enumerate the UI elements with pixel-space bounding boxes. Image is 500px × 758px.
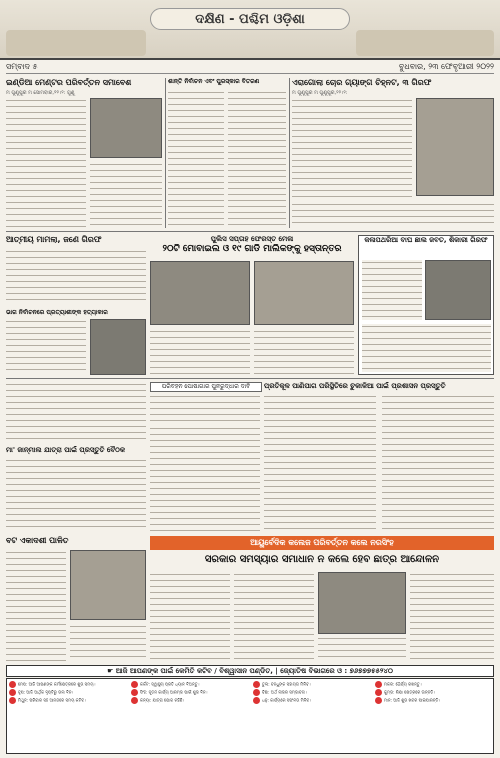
story-headline: ଭାଗ ନିର୍ବାଚନରେ ପ୍ରତ୍ୟାଶୀଙ୍କ ହତ୍ୟାକାର — [6, 309, 108, 316]
horoscope-item: ମେଷ: ଆଜି ଆପଣଙ୍କ କର୍ମକ୍ଷେତ୍ରରେ ଶୁଭ ସମୟ। — [9, 681, 129, 688]
story-headline: ଏରାଗୋଲା ଚୋର ଗ୍ୟାଙ୍ଗ ଚିହ୍ନଟ, ୩ ଗିରଫ — [292, 78, 432, 87]
story-body — [254, 329, 354, 375]
story-photo — [416, 98, 494, 196]
horoscope-item: ମିଥୁନ: ପରିବାର ସହ ଆନନ୍ଦରେ ସମୟ କଟିବ। — [9, 697, 129, 704]
story-thief-gang — [292, 78, 494, 228]
story-photo — [318, 572, 406, 634]
story-body — [410, 572, 494, 662]
story-headline: ଆତ୍ମୀୟ ମାମଲା, ଜଣେ ଗିରଫ — [6, 235, 102, 244]
zodiac-icon — [253, 681, 260, 688]
story-body — [6, 98, 86, 228]
story-headline: ମା' ଜାନ୍ମାଲ ଯାତ୍ରା ପାଇଁ ପ୍ରସ୍ତୁତି ବୈଠକ — [6, 446, 126, 454]
zodiac-icon — [9, 697, 16, 704]
story-weather-prep — [264, 382, 494, 532]
story-body — [6, 458, 146, 532]
story-tiger-skin — [358, 235, 494, 375]
zodiac-icon — [253, 697, 260, 704]
horoscope-item: ମକର: ଧୈର୍ଯ୍ୟ ରଖନ୍ତୁ। — [375, 681, 491, 688]
story-body — [6, 319, 86, 375]
story-photo — [150, 261, 250, 325]
zodiac-icon — [131, 681, 138, 688]
story-kicker: ପୁଲିସ ସପ୍ତାହ ଫେରସ୍ତ ମେଳା — [210, 235, 294, 243]
story-body — [70, 624, 146, 662]
section-rule — [6, 378, 494, 379]
masthead-photo-right — [356, 30, 494, 56]
story-headline: ପରିବହନ ପୋଷାଗାର ପୁନରୁଦ୍ଧାର ଦାବି — [150, 382, 262, 392]
horoscope-item: ଧନୁ: କାର୍ଯ୍ୟରେ ସଫଳତା ମିଳିବ। — [253, 697, 373, 704]
story-headline: ପ୍ରତିକୂଳ ପାଣିପାଗ ପରିସ୍ଥିତିରେ ଚୁକାଳିଆ ପାଇଁ ପ୍ରଶାସନ ପ୍ରସ୍ତୁତି — [264, 382, 446, 390]
story-body — [318, 636, 406, 662]
masthead — [0, 0, 500, 60]
story-headline: ଶାନ୍ତି ନିର୍ବାଚନ ଏବଂ ପୁରସ୍କାର ବିତରଣ — [168, 78, 260, 85]
zodiac-icon — [375, 697, 382, 704]
zodiac-icon — [375, 681, 382, 688]
story-transport-demand — [150, 382, 260, 422]
horoscope-item: କର୍କଟ: ସ୍ୱାସ୍ଥ୍ୟ ପ୍ରତି ଧ୍ୟାନ ଦିଅନ୍ତୁ। — [131, 681, 251, 688]
horoscope-item: ବୃଷ: ଆଜି ଆର୍ଥିକ ଦୃଷ୍ଟିରୁ ଭଲ ଦିନ। — [9, 689, 129, 696]
story-dateline: ମ ଗୁଣୁପୁର ମ ସୋମବାର,୨୨।୨: ଗୁଣୁ — [6, 90, 75, 96]
astrology-ad-bar: ☛ ଆଜି ଆପଣଙ୍କ ପାଇଁ କେମିତି କଟିବ / ବିଶ୍ୱାସାନ ପଣ୍ଡିତ, | ଜ୍ୟୋତିଷ ବିଭାଗରେ ଓ : ୭୬୭୭୭୫୫୨୪୦ — [6, 665, 494, 677]
story-photo — [90, 98, 162, 158]
story-headline: କଳାପଥରିଆ ବାଘ ଛାଲ ଜବତ, ଶିକାରୀ ଗିରଫ — [364, 236, 488, 244]
story-election-award — [168, 78, 286, 228]
story-police-week — [150, 235, 354, 375]
story-photo — [254, 261, 354, 325]
page-number: ସମ୍ବାଦ ୫ — [6, 62, 38, 71]
story-photo — [90, 319, 146, 375]
story-body — [150, 394, 260, 422]
horoscope-item: କନ୍ୟା: ଯାତ୍ରା ଯୋଗ ରହିଛି। — [131, 697, 251, 704]
story-photo — [70, 550, 146, 620]
story-body — [6, 382, 146, 442]
story-body — [362, 324, 491, 372]
horoscope-item: ସିଂହ: ନୂତନ କାର୍ଯ୍ୟ ଆରମ୍ଭ ପାଇଁ ଶୁଭ ଦିନ। — [131, 689, 251, 696]
horoscope-item: ତୁଳା: ବନ୍ଧୁଙ୍କ ସହାୟତା ମିଳିବ। — [253, 681, 373, 688]
story-body — [228, 90, 286, 228]
zodiac-icon — [9, 681, 16, 688]
story-headline: ବଟ ଏକାଦଶୀ ପାଳିତ — [6, 536, 69, 545]
story-dateline: ମ ଗୁଣୁପୁର ମ ଗୁଣୁପୁର,୨୨।୨: — [292, 90, 348, 96]
story-headline: ୨୦ଟି ମୋବାଇଲ ଓ ୧୯ ଗାଡି ମାଲିକଙ୍କୁ ହସ୍ତାନ୍ତର — [162, 244, 342, 254]
story-body — [234, 572, 314, 662]
story-body — [150, 329, 250, 375]
zodiac-icon — [131, 689, 138, 696]
story-body — [6, 550, 66, 662]
story-body — [292, 202, 494, 228]
story-india-mentor — [6, 78, 162, 228]
story-kicker: ଆୟୁର୍ବେଦିକ କଲେଜ ପରିବର୍ତ୍ତନ କଲେ ନରସିଂହ — [150, 536, 494, 550]
horoscope-item: ମୀନ: ଆଜି ଶୁଭ ଖବର ପାଇପାରନ୍ତି। — [375, 697, 491, 704]
story-relative-case — [6, 235, 146, 375]
story-body — [150, 426, 260, 532]
zodiac-icon — [253, 689, 260, 696]
zodiac-icon — [9, 689, 16, 696]
story-body — [90, 162, 162, 228]
horoscope-item: ବିଛା: ଅର୍ଥ ଲାଭର ସମ୍ଭାବନା। — [253, 689, 373, 696]
dateline — [6, 60, 494, 74]
story-ekadashi — [6, 536, 146, 662]
issue-date: ବୁଧବାର, ୨୩ ଫେବୃଆରୀ ୨୦୨୨ — [398, 62, 494, 71]
column-rule — [289, 78, 290, 228]
section-title: ଦକ୍ଷିଣ - ପଶ୍ଚିମ ଓଡ଼ିଶା — [150, 8, 350, 30]
story-body — [362, 260, 422, 320]
story-body — [382, 394, 494, 532]
column-rule — [165, 78, 166, 228]
section-rule — [6, 231, 494, 232]
story-headline: ସରକାର ସମସ୍ୟାର ସମାଧାନ ନ କଲେ ହେବ ଛାତ୍ର ଆନ୍ଦୋଳନ — [204, 554, 440, 565]
story-body — [264, 394, 376, 532]
story-photo — [425, 260, 491, 320]
story-body — [150, 572, 230, 662]
story-body — [292, 98, 412, 198]
story-headline: ଇଣ୍ଡିଆ ମେଣ୍ଟର ପରିବର୍ତ୍ତନ ସମାବେଶ — [6, 78, 132, 87]
horoscope-item: କୁମ୍ଭ: ଶିକ୍ଷା କ୍ଷେତ୍ରରେ ଉନ୍ନତି। — [375, 689, 491, 696]
story-meeting — [6, 382, 146, 532]
zodiac-icon — [375, 689, 382, 696]
zodiac-icon — [131, 697, 138, 704]
masthead-photo-left — [6, 30, 146, 56]
story-body — [6, 249, 146, 305]
horoscope-section — [6, 678, 494, 754]
story-body — [168, 90, 224, 228]
